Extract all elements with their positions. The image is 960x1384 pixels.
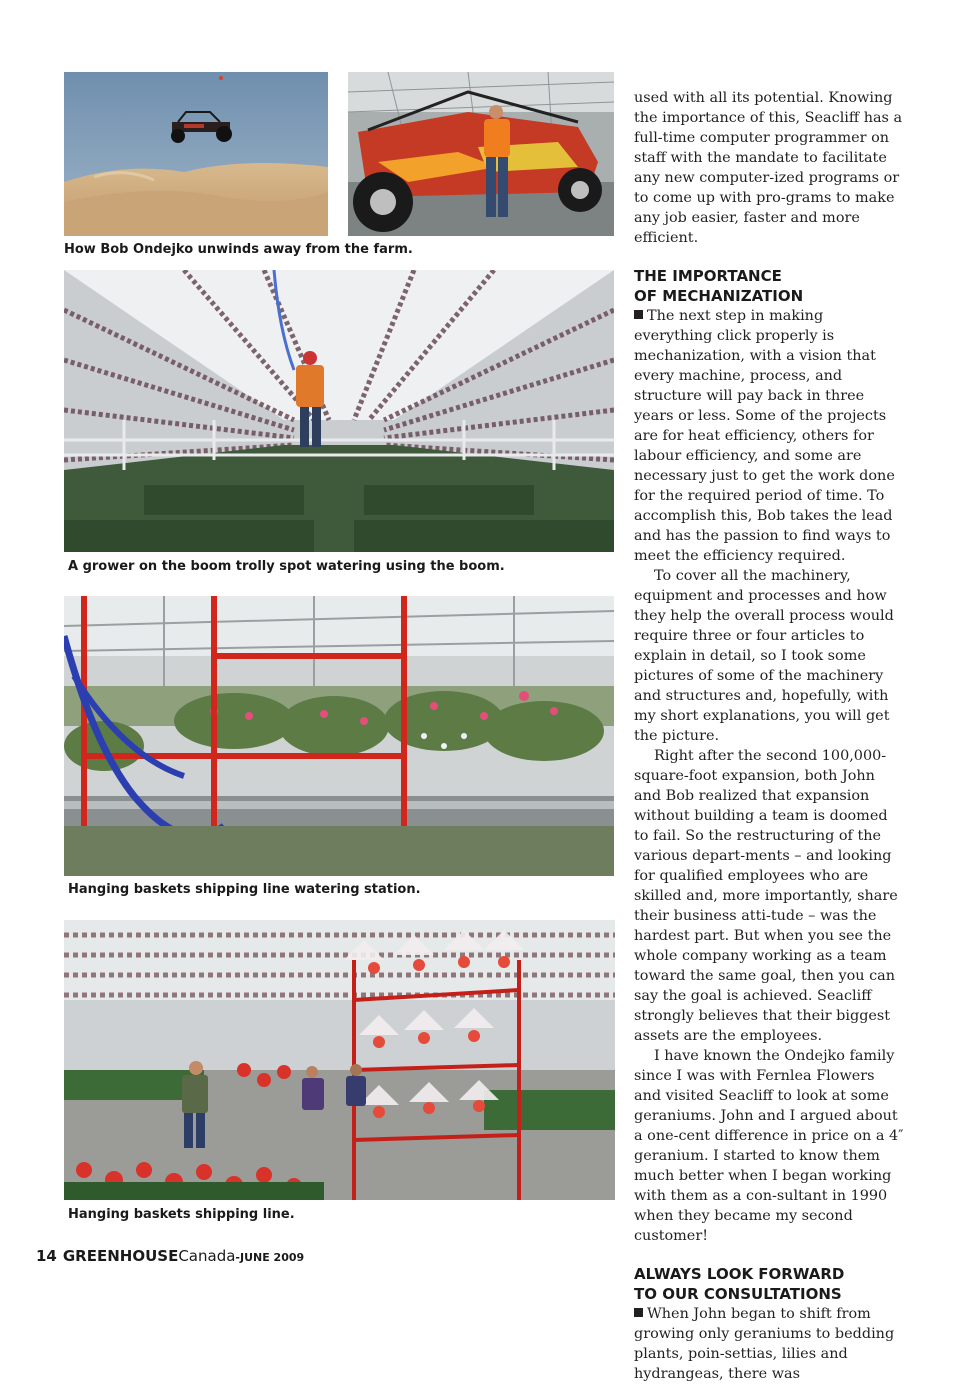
page-footer xyxy=(36,1246,304,1265)
section-heading-mechanization xyxy=(634,266,906,306)
caption-boom: A grower on the boom trolly spot watering using the boom. xyxy=(68,559,505,574)
article-column xyxy=(634,88,906,1384)
heading-line: THE IMPORTANCE xyxy=(634,267,782,285)
bullet-square-icon xyxy=(634,1308,643,1317)
photo-boom-trolley xyxy=(64,270,614,552)
section-heading-consultations xyxy=(634,1264,906,1304)
magazine-name-bold: GREENHOUSE xyxy=(62,1247,179,1265)
heading-line: OF MECHANIZATION xyxy=(634,287,804,305)
article-paragraph: I have known the Ondejko family since I was with Fernlea Flowers and visited Seacliff to look at some geraniums. John and I argued about a one-cent difference in price on a 4″ geranium. I started to know them much better when I began working with them as a con-sultant in 1990 when they became my second customer! xyxy=(634,1048,904,1244)
photo-shipping-line xyxy=(64,920,615,1200)
photo-dune-buggy-airborne xyxy=(64,72,328,236)
article-paragraph: The next step in making everything click properly is mechanization, with a vision that every machine, process, and structure will pay back in three years or less. Some of the projects are for heat efficiency, others for labour efficiency, and some are necessary just to get the work done for the required period of time. To accomplish this, Bob takes the lead and has the passion to find ways to meet the efficiency required. xyxy=(634,308,895,564)
photo-watering-station xyxy=(64,596,614,876)
article-paragraph: used with all its potential. Knowing the importance of this, Seacliff has a full-time computer programmer on staff with the mandate to facilitate any new computer-ized programs or to come up with pro-grams to make any job easier, faster and more efficient. xyxy=(634,90,903,246)
caption-shipping: Hanging baskets shipping line. xyxy=(68,1207,295,1222)
bullet-square-icon xyxy=(634,310,643,319)
article-paragraph: When John began to shift from growing only geraniums to bedding plants, poin-settias, lilies and hydrangeas, there was xyxy=(634,1306,895,1382)
issue-date: -JUNE 2009 xyxy=(235,1251,305,1264)
caption-farm: How Bob Ondejko unwinds away from the farm. xyxy=(64,242,413,257)
heading-line: ALWAYS LOOK FORWARD xyxy=(634,1265,845,1283)
photo-man-with-dune-buggy xyxy=(348,72,614,236)
page-number: 14 xyxy=(36,1247,57,1265)
article-paragraph: To cover all the machinery, equipment and processes and how they help the overall process would require three or four articles to explain in detail, so I took some pictures of some of the machinery and structures and, hopefully, with my short explanations, you will get the picture. xyxy=(634,568,894,744)
magazine-name-regular: Canada xyxy=(178,1247,236,1265)
caption-watering: Hanging baskets shipping line watering station. xyxy=(68,882,421,897)
article-paragraph: Right after the second 100,000-square-foot expansion, both John and Bob realized that expansion without building a team is doomed to fail. So the restructuring of the various depart-ments – and looking for qualified employees who are skilled and, more importantly, share their business atti-tude – was the hardest part. But when you see the whole company working as a team toward the same goal, then you can say the goal is achieved. Seacliff strongly believes that their biggest assets are the employees. xyxy=(634,748,898,1044)
heading-line: TO OUR CONSULTATIONS xyxy=(634,1285,842,1303)
